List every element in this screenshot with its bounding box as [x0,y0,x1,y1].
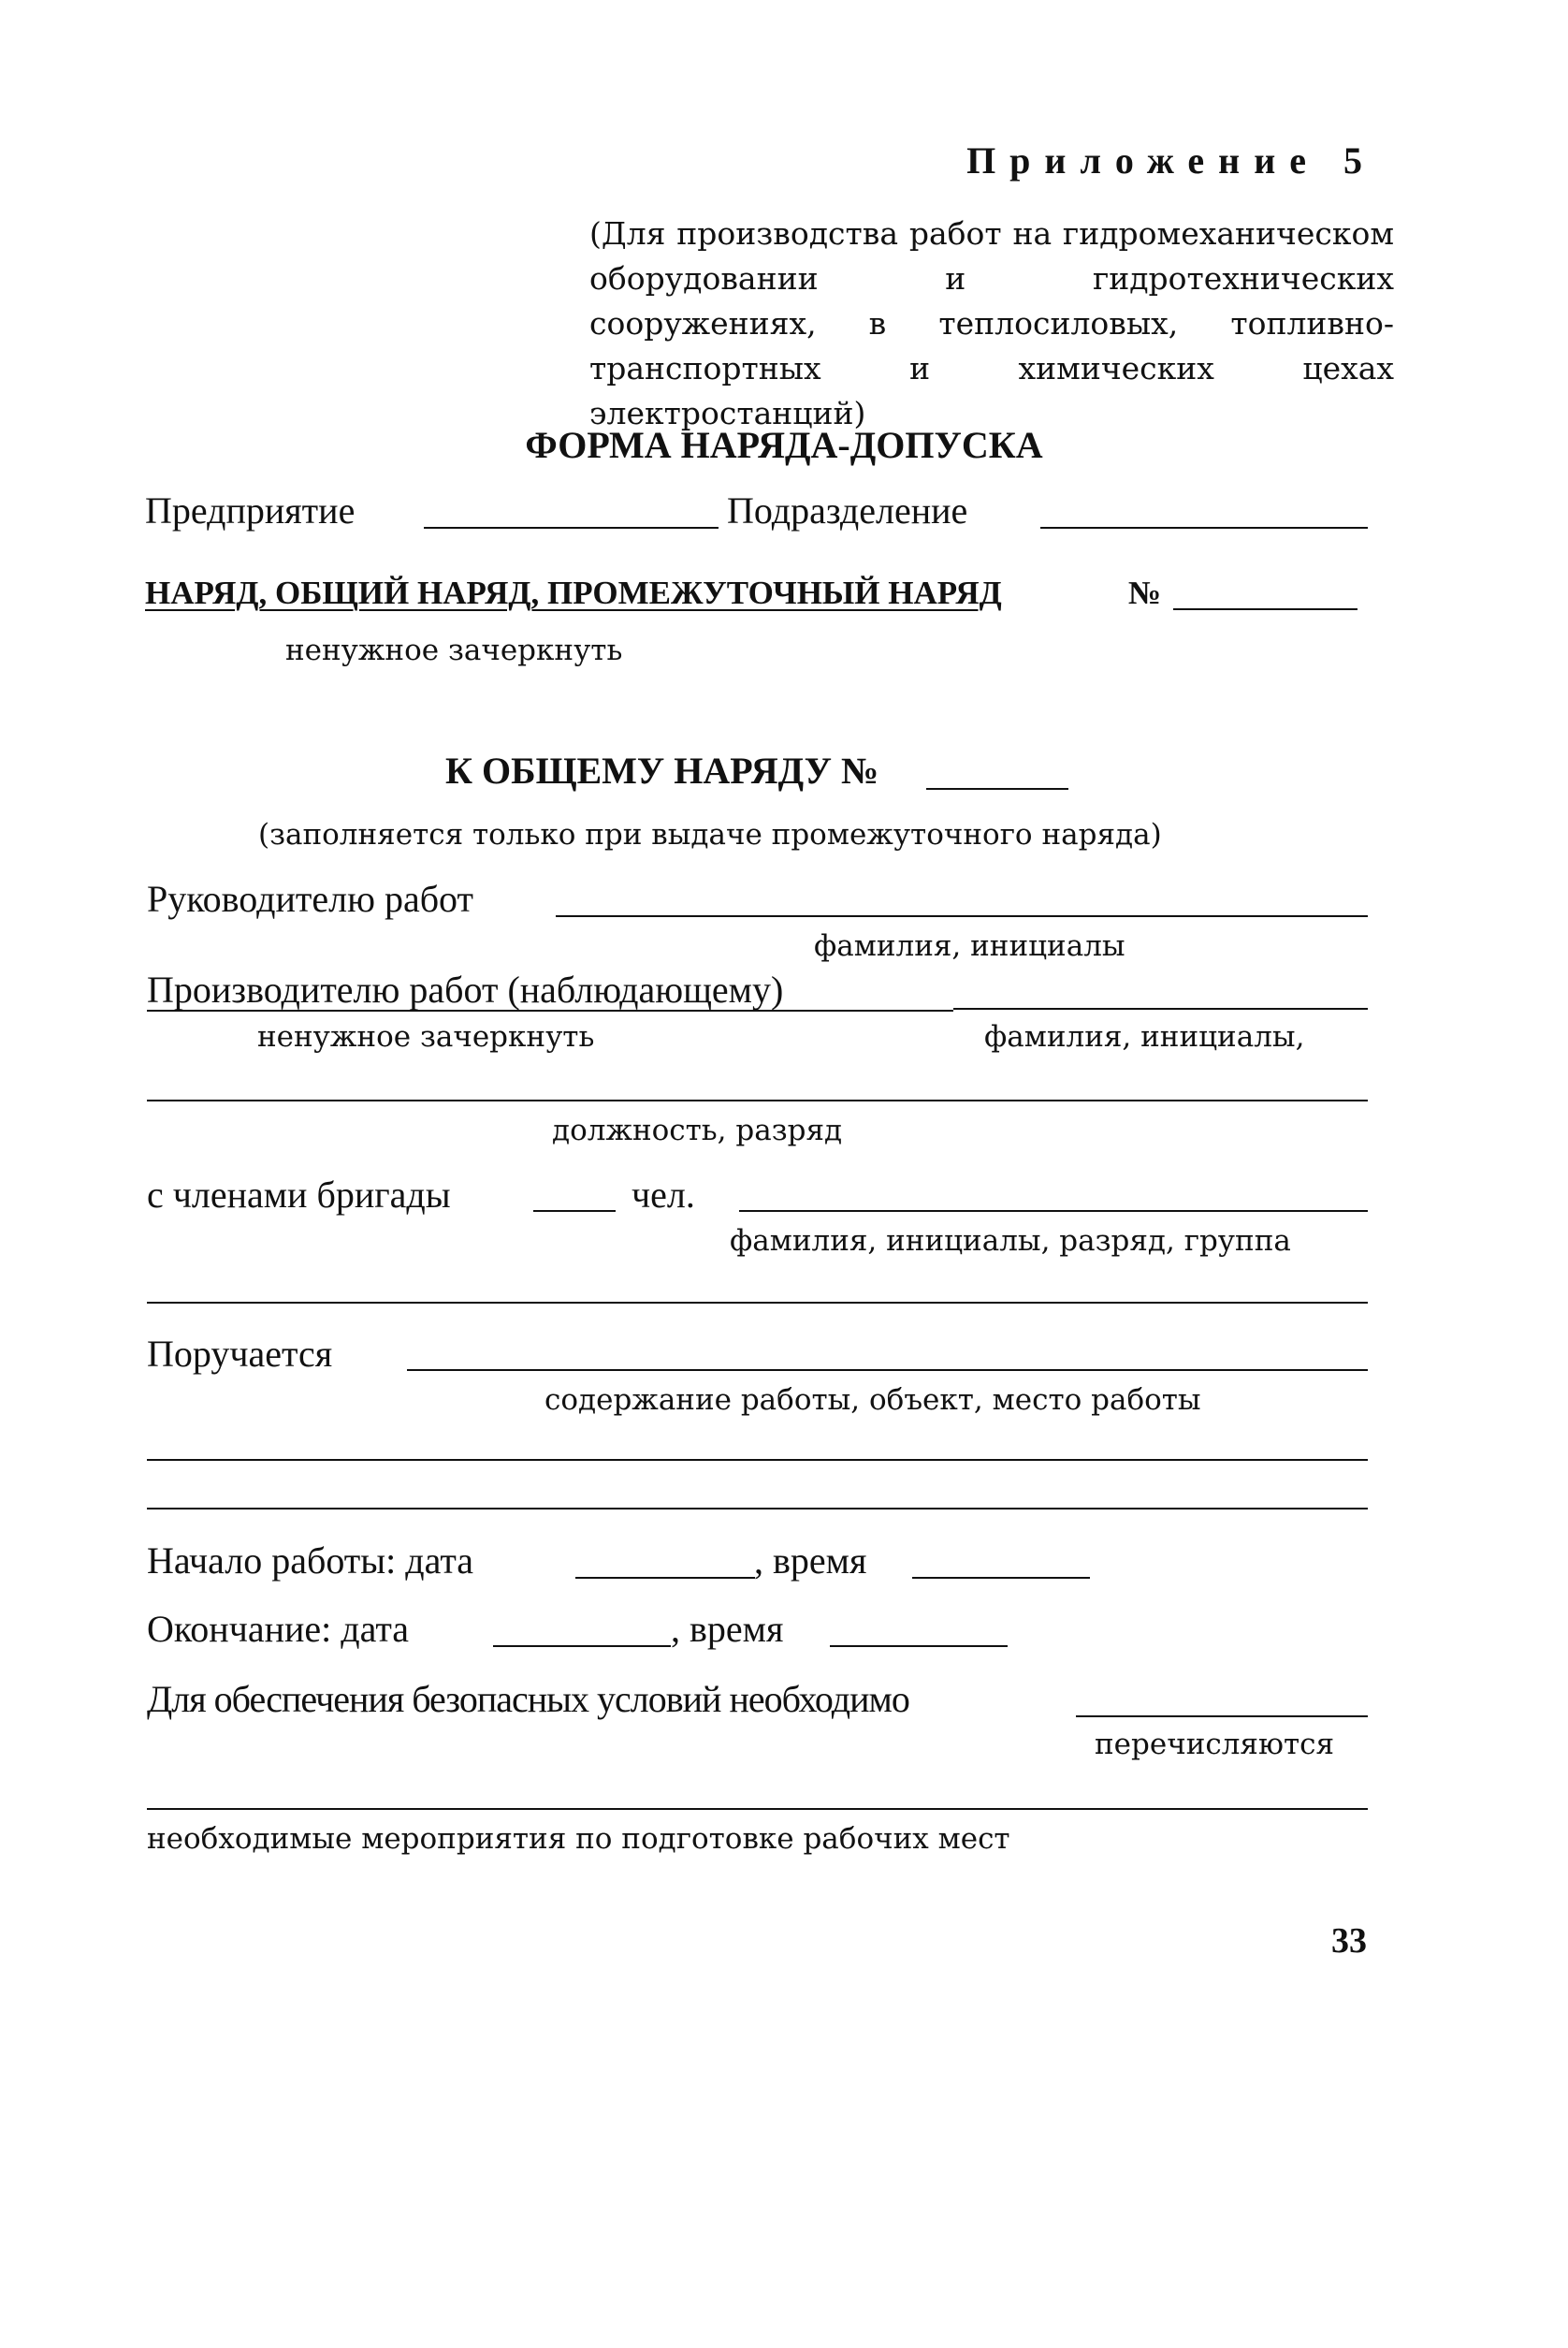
form-title: ФОРМА НАРЯДА-ДОПУСКА [525,424,1043,466]
brigade-members-field-2[interactable] [147,1302,1368,1304]
page-number: 33 [1331,1921,1367,1961]
end-time-label: , время [671,1608,784,1650]
enterprise-field[interactable] [424,527,719,529]
enterprise-label: Предприятие [145,489,356,532]
end-date-field[interactable] [493,1645,671,1647]
name-initials-hint-2: фамилия, инициалы, [984,1020,1305,1054]
people-abbr: чел. [632,1174,695,1216]
safety-field-2[interactable] [147,1808,1368,1810]
start-time-label: , время [754,1539,867,1582]
division-label: Подразделение [727,489,968,532]
assigned-field-2[interactable] [147,1459,1368,1461]
work-manager-label: Руководителю работ [147,878,474,920]
work-producer-underline [147,1010,953,1012]
order-types: НАРЯД, ОБЩИЙ НАРЯД, ПРОМЕЖУТОЧНЫЙ НАРЯД [145,575,1002,611]
strike-hint: ненужное зачеркнуть [285,634,623,667]
work-producer-label: Производителю работ (наблюдающему) [147,969,784,1011]
general-order-hint: (заполняется только при выдаче промежуточного наряда) [258,818,1162,852]
end-time-field[interactable] [830,1645,1008,1647]
brigade-members-field[interactable] [739,1210,1368,1212]
name-initials-hint: фамилия, инициалы [814,929,1125,963]
end-date-label: Окончание: дата [147,1608,410,1650]
brigade-count-field[interactable] [533,1210,616,1212]
assigned-field[interactable] [407,1369,1368,1371]
appendix-note: (Для производства работ на гидромеханическом оборудовании и гидротехнических сооружениях, в теплосиловых, топливно-транспортных и химических цехах электростанций) [589,215,1394,431]
position-grade-hint: должность, разряд [552,1114,843,1147]
work-producer-field[interactable] [953,1008,1368,1010]
start-date-field[interactable] [575,1577,755,1579]
assigned-field-3[interactable] [147,1508,1368,1509]
position-grade-field[interactable] [147,1100,1368,1101]
brigade-label: с членами бригады [147,1174,451,1216]
order-number-sign: № [1128,575,1162,611]
safety-label: Для обеспечения безопасных условий необходимо [147,1678,909,1720]
division-field[interactable] [1040,527,1368,529]
work-manager-field[interactable] [556,915,1368,917]
brigade-hint: фамилия, инициалы, разряд, группа [730,1224,1291,1258]
start-time-field[interactable] [912,1577,1090,1579]
general-order-number-field[interactable] [926,788,1068,790]
measures-hint: необходимые мероприятия по подготовке рабочих мест [147,1822,1010,1856]
order-number-field[interactable] [1173,608,1357,610]
start-date-label: Начало работы: дата [147,1539,474,1582]
listed-hint: перечисляются [1095,1728,1335,1761]
appendix-heading: Приложение 5 [966,139,1376,182]
safety-field[interactable] [1076,1715,1368,1717]
strike-hint-2: ненужное зачеркнуть [257,1020,595,1054]
assigned-label: Поручается [147,1333,333,1375]
general-order-label: К ОБЩЕМУ НАРЯДУ № [445,750,879,792]
assigned-hint: содержание работы, объект, место работы [544,1383,1201,1417]
